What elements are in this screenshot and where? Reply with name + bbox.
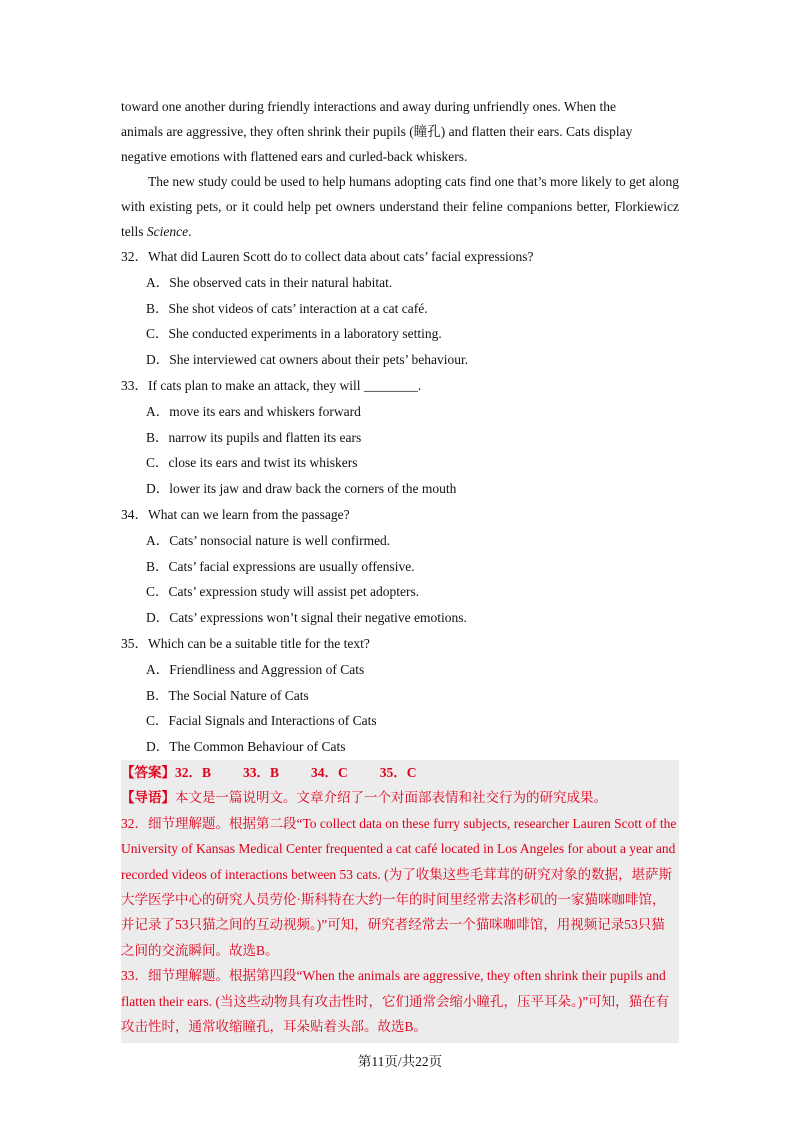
answer-option: A．Friendliness and Aggression of Cats (146, 661, 365, 677)
answer-option: A．move its ears and whiskers forward (146, 403, 361, 419)
answer-option: D．lower its jaw and draw back the corners of the mouth (146, 481, 457, 497)
question-stem: 33．If cats plan to make an attack, they will ________. (121, 377, 422, 393)
answer-option: D．The Common Behaviour of Cats (146, 739, 346, 755)
explanation-paragraph: 33．细节理解题。根据第四段“When the animals are aggressive, they often shrink their pupils and flatten their ears. (当这些动物具有攻击性时，它们通常会缩小瞳孔，压平耳朵。)”可知，猫在有攻击性时，通常收缩瞳孔，耳朵贴着头部。故选B。 (121, 968, 670, 1034)
passage-line: animals are aggressive, they often shrink their pupils (瞳孔) and flatten their ears. Cats display (121, 124, 633, 139)
answer-option: B．The Social Nature of Cats (146, 687, 309, 703)
answer-item: 35．C (379, 764, 417, 780)
answer-key (121, 760, 677, 785)
passage-paragraph (121, 169, 679, 244)
answer-explanation-block (121, 760, 679, 1043)
page-content (121, 94, 679, 1043)
passage-text: The new study could be used to help humans adopting cats find one that’s more likely to get along with existing pets, or it could help pet owners understand their feline companions better, Florkiewicz tells (121, 174, 679, 239)
answer-option: B．Cats’ facial expressions are usually offensive. (146, 558, 415, 574)
answer-item: 32．B (175, 764, 212, 780)
passage-line: toward one another during friendly interactions and away during unfriendly ones. When the (121, 99, 616, 114)
answer-item: 33．B (243, 764, 280, 780)
answer-option: C．Cats’ expression study will assist pet adopters. (146, 584, 420, 600)
passage-line: negative emotions with flattened ears and curled-back whiskers. (121, 149, 468, 164)
passage-end: . (188, 224, 192, 239)
question-stem: 32．What did Lauren Scott do to collect data about cats’ facial expressions? (121, 249, 534, 264)
answer-option: C．Facial Signals and Interactions of Cats (146, 713, 377, 729)
answer-option: A．She observed cats in their natural habitat. (146, 274, 393, 290)
guide-line (121, 785, 677, 810)
page-number: 第11页/共22页 (357, 1054, 443, 1069)
question-stem: 35．Which can be a suitable title for the text? (121, 635, 370, 651)
answer-option: C．close its ears and twist its whiskers (146, 455, 358, 471)
answer-label: 【答案】 (121, 764, 175, 780)
question-block (121, 631, 679, 760)
answer-option: B．narrow its pupils and flatten its ears (146, 429, 362, 445)
answer-option: D．Cats’ expressions won’t signal their negative emotions. (146, 610, 467, 626)
question-block (121, 502, 679, 631)
answer-option: D．She interviewed cat owners about their pets’ behaviour. (146, 352, 469, 368)
guide-text: 本文是一篇说明文。文章介绍了一个对面部表情和社交行为的研究成果。 (175, 790, 607, 806)
guide-label: 【导语】 (121, 790, 175, 806)
question-block (121, 373, 679, 502)
question-block (121, 244, 679, 373)
question-stem: 34．What can we learn from the passage? (121, 506, 350, 522)
answer-option: C．She conducted experiments in a laboratory setting. (146, 326, 442, 342)
answer-item: 34．C (311, 764, 348, 780)
publication-name: Science (146, 224, 189, 239)
answer-option: B．She shot videos of cats’ interaction at a cat café. (146, 300, 428, 316)
explanation-paragraph: 32．细节理解题。根据第二段“To collect data on these furry subjects, researcher Lauren Scott of the University of Kansas Medical Center frequented a cat café located in Los Angeles for about a year and recorded videos of interactions between 53 cats. (为了收集这些毛茸茸的研究对象的数据，堪萨斯大学医学中心的研究人员劳伦·斯科特在大约一年的时间里经常去洛杉矶的一家猫咪咖啡馆，并记录了53只猫之间的互动视频。)”可知，研究者经常去一个猫咪咖啡馆，用视频记录53只猫之间的交流瞬间。故选B。 (121, 815, 677, 958)
answer-option: A．Cats’ nonsocial nature is well confirmed. (146, 532, 391, 548)
